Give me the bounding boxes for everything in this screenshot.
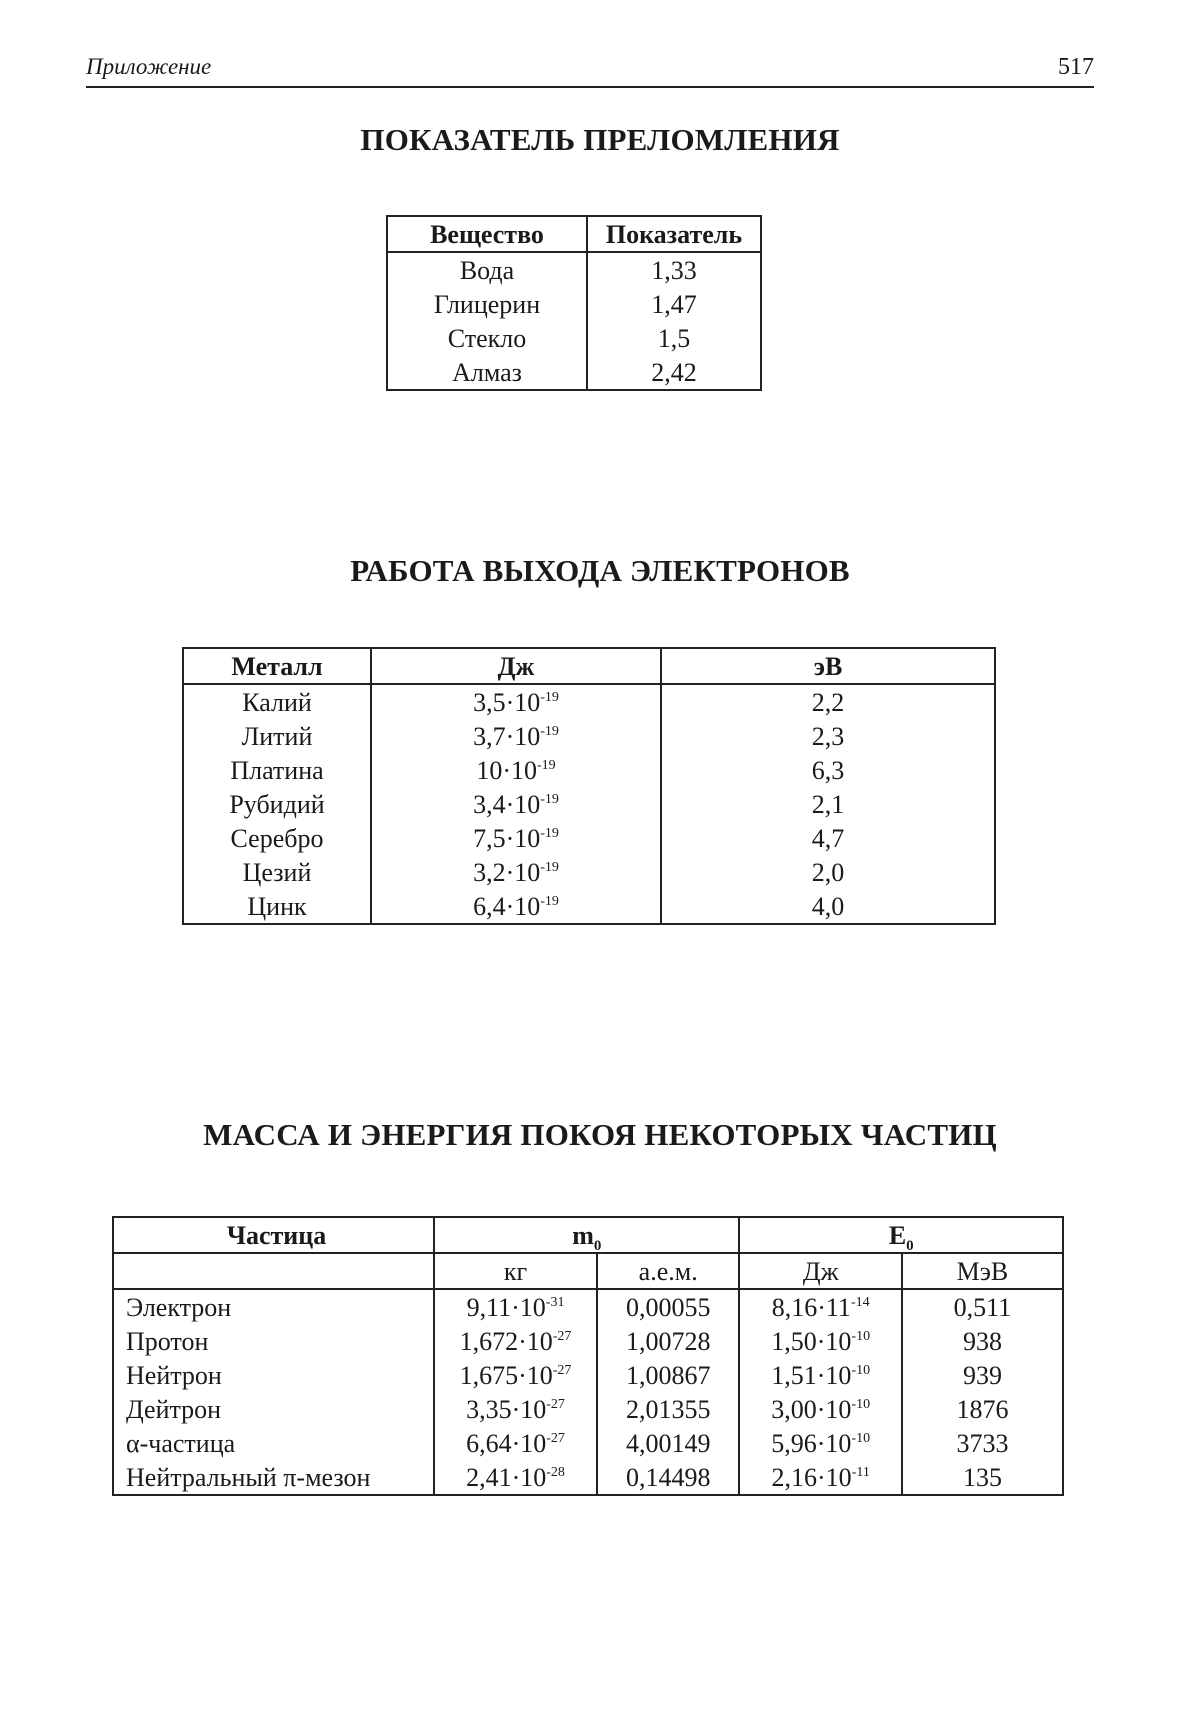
refraction-title: ПОКАЗАТЕЛЬ ПРЕЛОМЛЕНИЯ [360, 122, 840, 157]
metal-cell: Цезий [183, 855, 371, 889]
substance-cell: Вода [387, 252, 587, 287]
unit-header: Дж [739, 1253, 901, 1289]
ev-cell: 4,0 [811, 891, 845, 921]
column-header: Металл [183, 648, 371, 684]
metal-cell: Цинк [183, 889, 371, 924]
table-row [387, 355, 761, 390]
joule-cell: $8,16\cdot 11^{-14}$ [739, 1289, 901, 1324]
table-row [183, 821, 995, 855]
metal-cell: Рубидий [183, 787, 371, 821]
table-row [113, 1460, 1063, 1495]
joule-cell: $7,5\cdot 10^{-19}$ [371, 821, 661, 855]
joule-cell: $2,16\cdot 10^{-11}$ [739, 1460, 901, 1495]
section-name: Приложение [86, 54, 212, 79]
unit-header: кг [434, 1253, 597, 1289]
page-number: 517 [1058, 54, 1094, 80]
table-header-row [387, 216, 761, 252]
table-row [183, 719, 995, 753]
amu-cell: 1,00867 [597, 1358, 740, 1392]
amu-cell: 2,01355 [597, 1392, 740, 1426]
kg-cell: $6,64\cdot 10^{-27}$ [434, 1426, 597, 1460]
mev-cell: 938 [962, 1326, 1002, 1356]
amu-cell: 4,00149 [597, 1426, 740, 1460]
mev-cell: 939 [962, 1360, 1002, 1390]
column-header: эВ [661, 648, 995, 684]
unit-header: МэВ [902, 1253, 1063, 1289]
table-row [113, 1358, 1063, 1392]
table-row [183, 889, 995, 924]
table-row [183, 684, 995, 719]
kg-cell: $2,41\cdot 10^{-28}$ [434, 1460, 597, 1495]
ev-cell: 2,2 [811, 687, 845, 717]
particle-cell: Нейтрон [113, 1358, 434, 1392]
ev-cell: 2,3 [811, 721, 845, 751]
table-header-row [183, 648, 995, 684]
joule-cell: $5,96\cdot 10^{-10}$ [739, 1426, 901, 1460]
table-header-row [113, 1217, 1063, 1253]
metal-cell: Калий [183, 684, 371, 719]
work-function-table [182, 647, 996, 925]
units-row [113, 1253, 1063, 1289]
column-header: Частица [113, 1217, 434, 1253]
joule-cell: $1,50\cdot 10^{-10}$ [739, 1324, 901, 1358]
index-cell: 1,33 [651, 255, 697, 285]
table-row [183, 855, 995, 889]
empty-cell [113, 1253, 434, 1289]
ev-cell: 6,3 [811, 755, 845, 785]
substance-cell: Глицерин [387, 287, 587, 321]
particle-cell: Протон [113, 1324, 434, 1358]
joule-cell: $1,51\cdot 10^{-10}$ [739, 1358, 901, 1392]
substance-cell: Стекло [387, 321, 587, 355]
joule-cell: $10\cdot 10^{-19}$ [371, 753, 661, 787]
amu-cell: 0,14498 [597, 1460, 740, 1495]
substance-cell: Алмаз [387, 355, 587, 390]
joule-cell: $3,7\cdot 10^{-19}$ [371, 719, 661, 753]
metal-cell: Литий [183, 719, 371, 753]
mev-cell: 135 [962, 1462, 1002, 1492]
particle-cell: Нейтральный π-мезон [113, 1460, 434, 1495]
joule-cell: $3,00\cdot 10^{-10}$ [739, 1392, 901, 1426]
amu-cell: 1,00728 [597, 1324, 740, 1358]
table-row [183, 787, 995, 821]
table-row [113, 1289, 1063, 1324]
mev-cell: 0,511 [953, 1292, 1012, 1322]
column-header: Вещество [387, 216, 587, 252]
ev-cell: 2,0 [811, 857, 845, 887]
kg-cell: $3,35\cdot 10^{-27}$ [434, 1392, 597, 1426]
refraction-table [386, 215, 762, 391]
work-function-title: РАБОТА ВЫХОДА ЭЛЕКТРОНОВ [350, 553, 850, 588]
index-cell: 1,47 [651, 289, 697, 319]
amu-cell: 0,00055 [597, 1289, 740, 1324]
metal-cell: Серебро [183, 821, 371, 855]
joule-cell: $3,5\cdot 10^{-19}$ [371, 684, 661, 719]
kg-cell: $9,11\cdot 10^{-31}$ [434, 1289, 597, 1324]
mev-cell: 3733 [956, 1428, 1009, 1458]
mass-group-header: $m_0$ [434, 1217, 739, 1253]
mev-cell: 1876 [956, 1394, 1009, 1424]
energy-group-header: $E_0$ [739, 1217, 1063, 1253]
table-row [387, 252, 761, 287]
page-header [86, 52, 1094, 88]
joule-cell: $6,4\cdot 10^{-19}$ [371, 889, 661, 924]
particles-title: МАССА И ЭНЕРГИЯ ПОКОЯ НЕКОТОРЫХ ЧАСТИЦ [203, 1117, 997, 1152]
table-row [113, 1324, 1063, 1358]
particle-cell: Электрон [113, 1289, 434, 1324]
ev-cell: 4,7 [811, 823, 845, 853]
index-cell: 2,42 [651, 357, 697, 387]
metal-cell: Платина [183, 753, 371, 787]
kg-cell: $1,672\cdot 10^{-27}$ [434, 1324, 597, 1358]
table-row [113, 1392, 1063, 1426]
joule-cell: $3,2\cdot 10^{-19}$ [371, 855, 661, 889]
particle-cell: Дейтрон [113, 1392, 434, 1426]
column-header: Дж [371, 648, 661, 684]
table-row [387, 321, 761, 355]
kg-cell: $1,675\cdot 10^{-27}$ [434, 1358, 597, 1392]
ev-cell: 2,1 [811, 789, 845, 819]
joule-cell: $3,4\cdot 10^{-19}$ [371, 787, 661, 821]
particles-table [112, 1216, 1064, 1496]
column-header: Показатель [587, 216, 761, 252]
index-cell: 1,5 [657, 323, 691, 353]
table-row [113, 1426, 1063, 1460]
table-row [387, 287, 761, 321]
unit-header: а.е.м. [597, 1253, 740, 1289]
table-row [183, 753, 995, 787]
particle-cell: α-частица [113, 1426, 434, 1460]
